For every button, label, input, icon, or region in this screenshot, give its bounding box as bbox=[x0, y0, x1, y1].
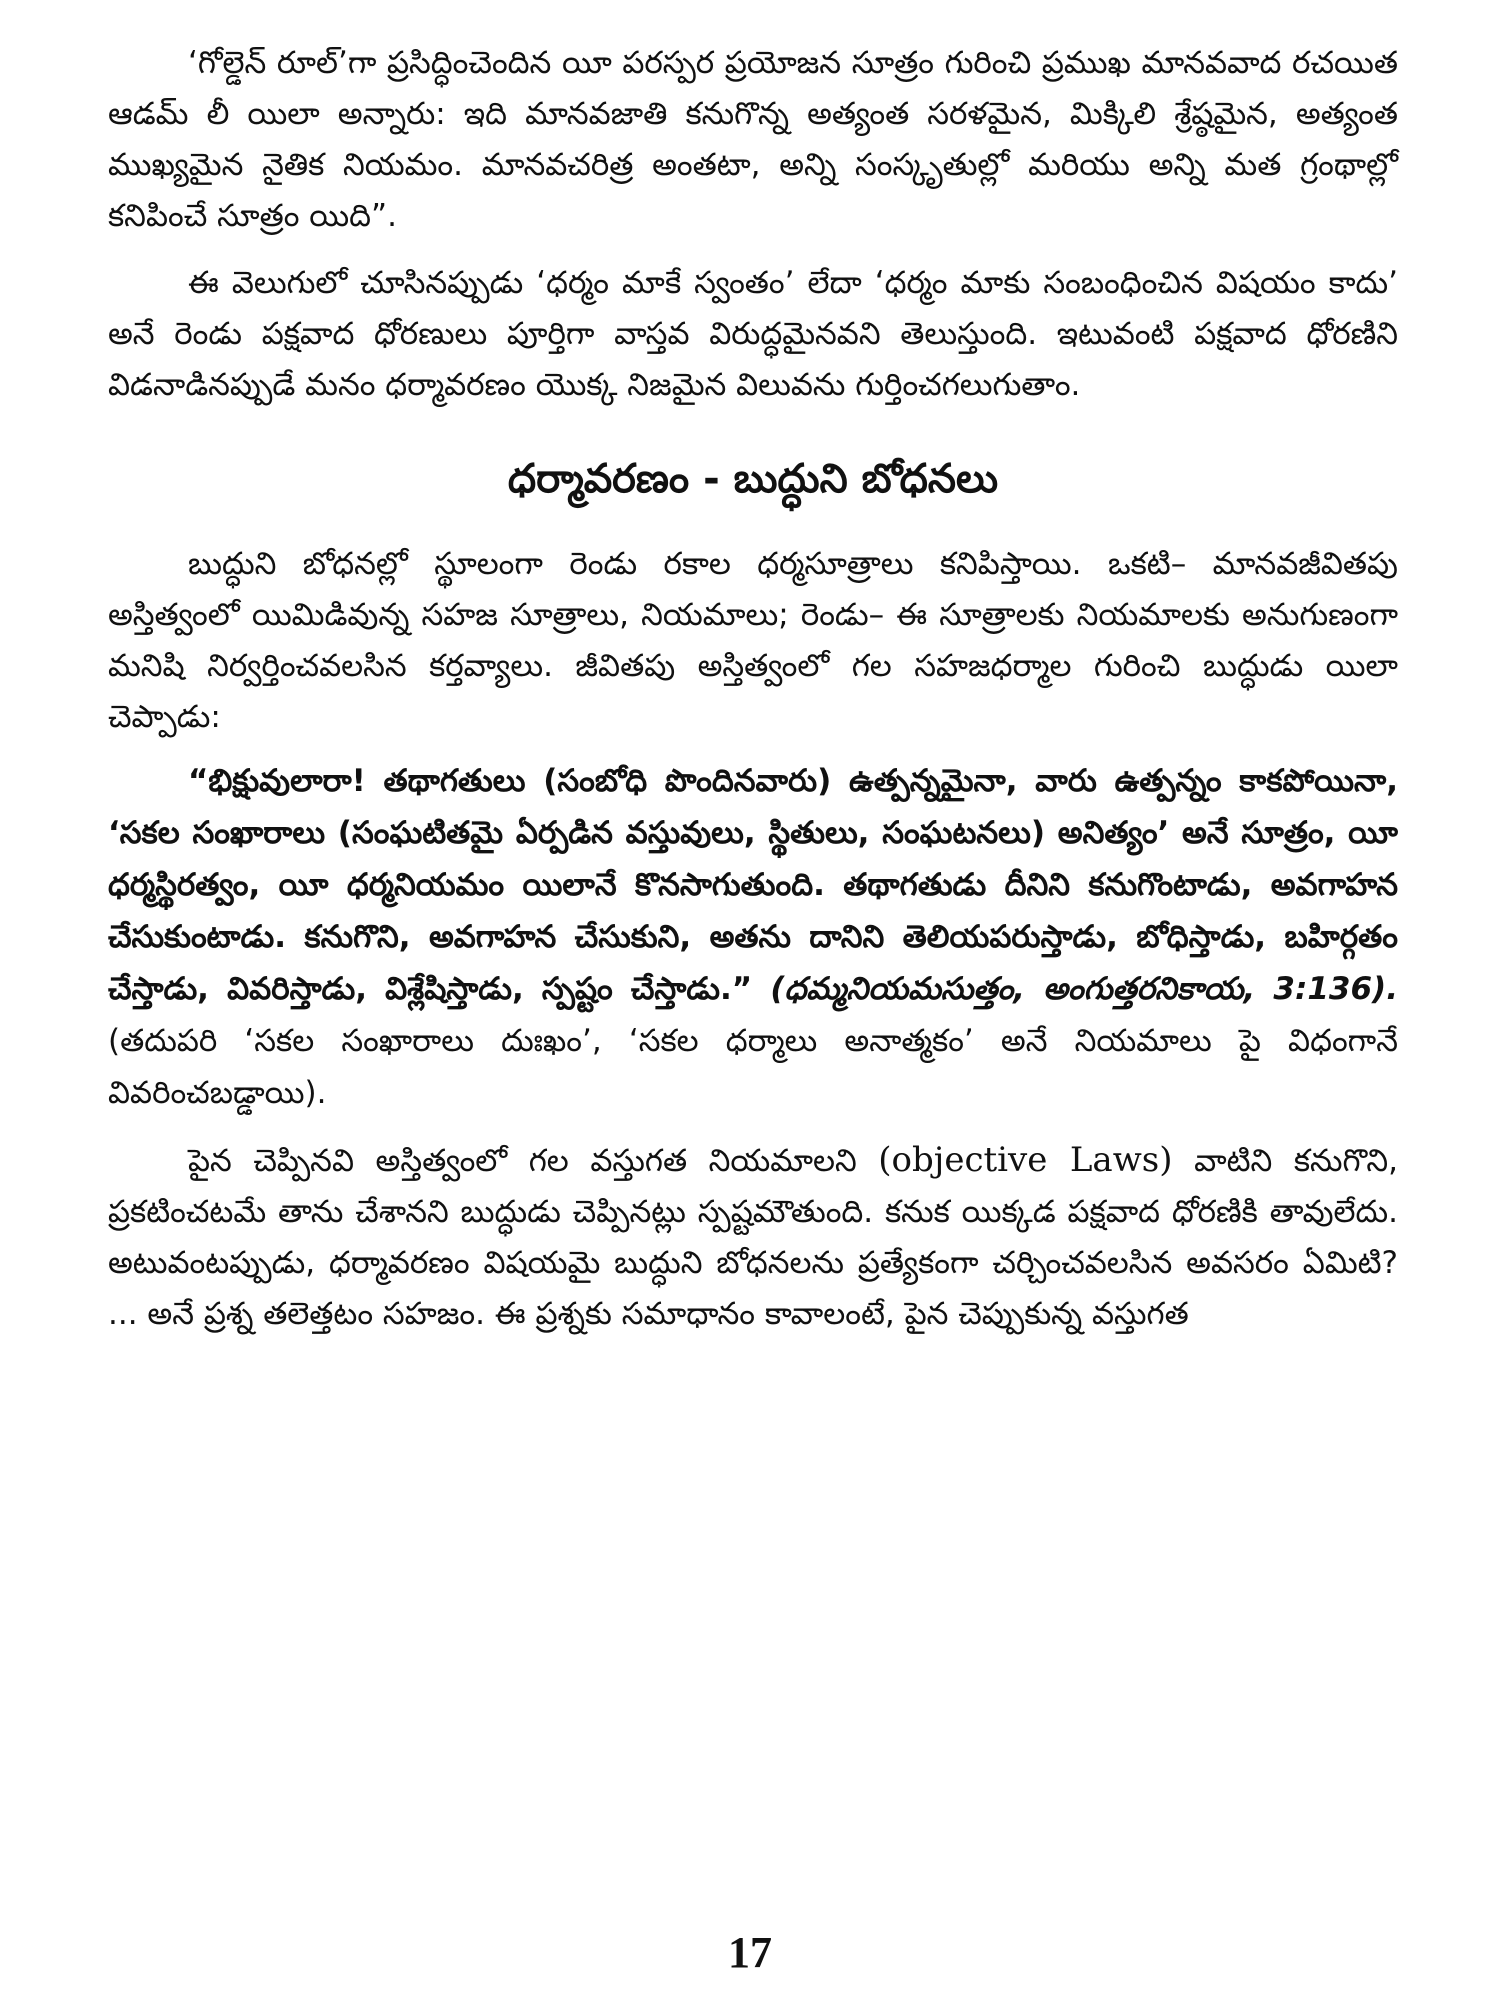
paragraph-objective-laws bbox=[108, 1135, 1398, 1340]
objective-laws-end: వాటిని కనుగొని, ప్రకటించటమే తాను చేశానని బుద్ధుడు చెప్పినట్లు స్పష్టమౌతుంది. కనుక యిక్కడ పక్షవాద ధోరణికి తావులేదు. అటువంటప్పుడు, ధర్మావరణం విషయమై బుద్ధుని బోధనలను ప్రత్యేకంగా చర్చించవలసిన అవసరం ఏమిటి? ... అనే ప్రశ్న తలెత్తటం సహజం. ఈ ప్రశ్నకు సమాధానం కావాలంటే, పైన చెప్పుకున్న వస్తుగత bbox=[108, 1143, 1399, 1332]
objective-laws-english: (objective Laws) bbox=[878, 1140, 1173, 1180]
page-number: 17 bbox=[728, 1928, 772, 1977]
quote-text: “భిక్షువులారా! తథాగతులు (సంబోధి పొందినవారు) ఉత్పన్నమైనా, వారు ఉత్పన్నం కాకపోయినా, ‘సకల సంఖారాలు (సంఘటితమై ఏర్పడిన వస్తువులు, స్థితులు, సంఘటనలు) అనిత్యం’ అనే సూత్రం, యీ ధర్మస్థిరత్వం, యీ ధర్మనియమం యిలానే కొనసాగుతుంది. తథాగతుడు దీనిని కనుగొంటాడు, అవగాహన చేసుకుంటాడు. కనుగొని, అవగాహన చేసుకుని, అతను దానిని తెలియపరుస్తాడు, బోధిస్తాడు, బహిర్గతం చేస్తాడు, వివరిస్తాడు, విశ్లేషిస్తాడు, స్పష్టం చేస్తాడు.” bbox=[108, 763, 1398, 1007]
section-heading: ధర్మావరణం - బుద్ధుని బోధనలు bbox=[507, 456, 999, 502]
objective-laws-start: పైన చెప్పినవి అస్తిత్వంలో గల వస్తుగత నియమాలని bbox=[188, 1143, 879, 1179]
quote-citation: (ధమ్మనియమసుత్తం, అంగుత్తరనికాయ, 3:136). bbox=[770, 971, 1399, 1007]
citation-note: (తదుపరి ‘సకల సంఖారాలు దుఃఖం’, ‘సకల ధర్మాలు అనాత్మకం’ అనే నియమాలు పై విధంగానే వివరించబడ్డాయి). bbox=[108, 1023, 1398, 1111]
paragraph-two-kinds: బుద్ధుని బోధనల్లో స్థూలంగా రెండు రకాల ధర్మసూత్రాలు కనిపిస్తాయి. ఒకటి– మానవజీవితపు అస్తిత్వంలో యిమిడివున్న సహజ సూత్రాలు, నియమాలు; రెండు– ఈ సూత్రాలకు నియమాలకు అనుగుణంగా మనిషి నిర్వర్తించవలసిన కర్తవ్యాలు. జీవితపు అస్తిత్వంలో గల సహజధర్మాల గురించి బుద్ధుడు యిలా చెప్పాడు: bbox=[108, 546, 1398, 735]
block-quote bbox=[108, 755, 1398, 1119]
paragraph-partisan-views: ఈ వెలుగులో చూసినప్పుడు ‘ధర్మం మాకే స్వంతం’ లేదా ‘ధర్మం మాకు సంబంధించిన విషయం కాదు’ అనే రెండు పక్షవాద ధోరణులు పూర్తిగా వాస్తవ విరుద్ధమైనవని తెలుస్తుంది. ఇటువంటి పక్షవాద ధోరణిని విడనాడినప్పుడే మనం ధర్మావరణం యొక్క నిజమైన విలువను గుర్తించగలుగుతాం. bbox=[108, 265, 1398, 403]
page-content bbox=[108, 38, 1398, 1340]
paragraph-golden-rule: ‘గోల్డెన్ రూల్’గా ప్రసిద్ధించెందిన యీ పరస్పర ప్రయోజన సూత్రం గురించి ప్రముఖ మానవవాద రచయిత ఆడమ్ లీ యిలా అన్నారు: ఇది మానవజాతి కనుగొన్న అత్యంత సరళమైన, మిక్కిలి శ్రేష్ఠమైన, అత్యంత ముఖ్యమైన నైతిక నియమం. మానవచరిత్ర అంతటా, అన్ని సంస్కృతుల్లో మరియు అన్ని మత గ్రంథాల్లో కనిపించే సూత్రం యిది”. bbox=[108, 45, 1398, 234]
